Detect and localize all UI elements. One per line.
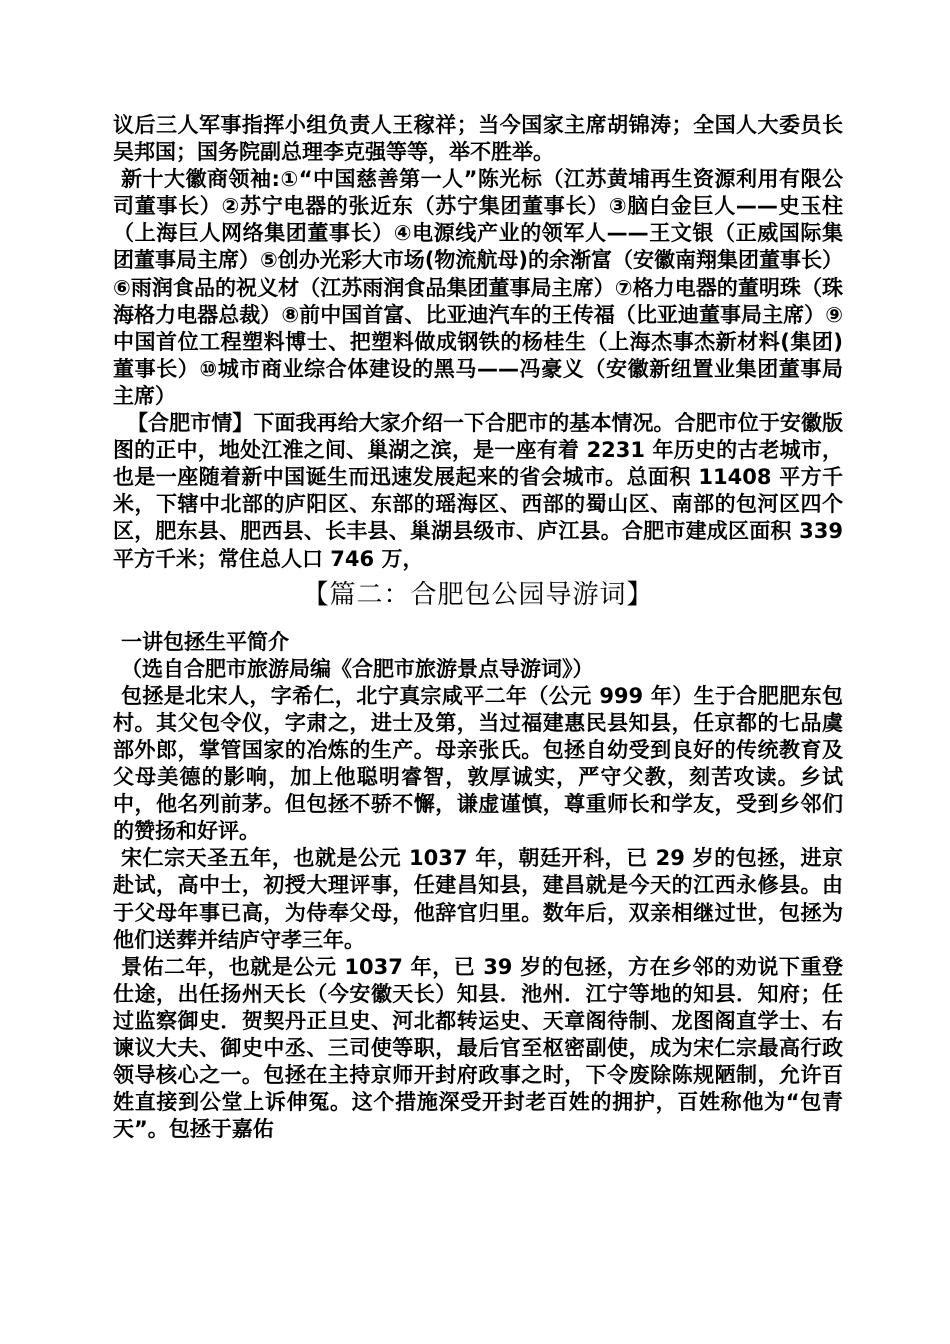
document-body [113, 112, 843, 1143]
paragraph-huishang-leaders: 新十大徽商领袖:①“中国慈善第一人”陈光标（江苏黄埔再生资源利用有限公司董事长）②苏宁电器的张近东（苏宁集团董事长）③脑白金巨人——史玉柱（上海巨人网络集团董事长）④电源线产业的领军人——王文银（正威国际集团董事局主席）⑤创办光彩大市场(物流航母)的余渐富（安徽南翔集团董事长）⑥雨润食品的祝义材（江苏雨润食品集团董事局主席）⑦格力电器的董明珠（珠海格力电器总裁）⑧前中国首富、比亚迪汽车的王传福（比亚迪董事局主席）⑨中国首位工程塑料博士、把塑料做成钢铁的杨桂生（上海杰事杰新材料(集团)董事长）⑩城市商业综合体建设的黑马——冯豪义（安徽新纽置业集团董事局主席） [113, 167, 843, 408]
paragraph-baozheng-career: 景佑二年，也就是公元 1037 年，已 39 岁的包拯，方在乡邻的劝说下重登仕途，出任扬州天长（今安徽天长）知县．池州．江宁等地的知县．知府；任过监察御史．贺契丹正旦史、河北都转运史、天章阁待制、龙图阁直学士、右谏议大夫、御史中丞、三司使等职，最后官至枢密副使，成为宋仁宗最高行政领导核心之一。包拯在主持京师开封府政事之时，下令废除陈规陋制，允许百姓直接到公堂上诉伸冤。这个措施深受开封老百姓的拥护，百姓称他为“包青天”。包拯于嘉佑 [113, 954, 843, 1142]
paragraph-hefei-overview: 【合肥市情】下面我再给大家介绍一下合肥市的基本情况。合肥市位于安徽版图的正中，地处江淮之间、巢湖之滨，是一座有着 2231 年历史的古老城市，也是一座随着新中国诞生而迅速发展起来的省会城市。总面积 11408 平方千米，下辖中北部的庐阳区、东部的瑶海区、西部的蜀山区、南部的包河区四个区，肥东县、肥西县、长丰县、巢湖县级市、庐江县。合肥市建成区面积 339 平方千米；常住总人口 746 万， [113, 411, 843, 571]
paragraph-baozheng-exam: 宋仁宗天圣五年，也就是公元 1037 年，朝廷开科，已 29 岁的包拯，进京赴试，高中士，初授大理评事，任建昌知县，建昌就是今天的江西永修县。由于父母年事已高，为侍奉父母，他辞官归里。数年后，双亲相继过世，包拯为他们送葬并结庐守孝三年。 [113, 846, 843, 952]
section-title: 【篇二：合肥包公园导游词】 [302, 579, 654, 610]
paragraph-leaders: 议后三人军事指挥小组负责人王稼祥；当今国家主席胡锦涛；全国人大委员长吴邦国；国务院副总理李克强等等，举不胜举。 [113, 113, 843, 165]
section-subtitle: 一讲包拯生平简介 [121, 629, 289, 654]
section-source: （选自合肥市旅游局编《合肥市旅游景点导游词》） [121, 656, 594, 681]
paragraph-baozheng-early-life: 包拯是北宋人，字希仁，北宁真宗咸平二年（公元 999 年）生于合肥肥东包村。其父包令仪，字肃之，进士及第，当过福建惠民县知县，任京都的七品虞部外郎，掌管国家的冶炼的生产。母亲张氏。包拯自幼受到良好的传统教育及父母美德的影响，加上他聪明睿智，敦厚诚实，严守父教，刻苦攻读。乡试中，他名列前茅。但包拯不骄不懈，谦虚谨慎，尊重师长和学友，受到乡邻们的赞扬和好评。 [113, 683, 843, 844]
